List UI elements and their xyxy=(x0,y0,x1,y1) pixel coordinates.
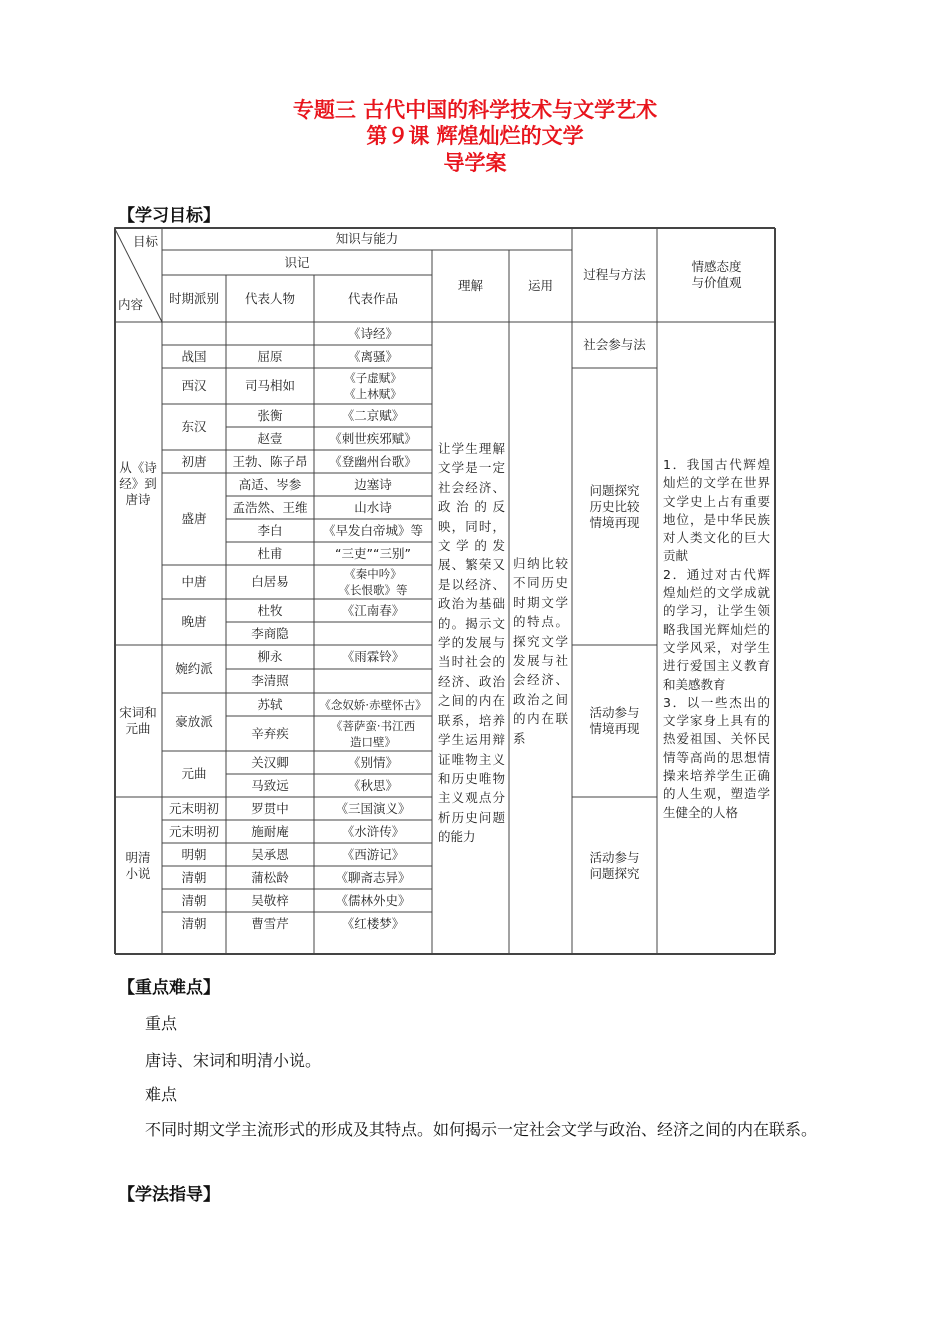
row-work: 《刺世疾邪赋》 xyxy=(329,430,417,446)
row-work: 《三国演义》 xyxy=(335,800,411,816)
corner-top-label: 目标 xyxy=(132,234,158,249)
row-person: 吴敬梓 xyxy=(251,892,289,908)
row-period: 清朝 xyxy=(181,915,207,931)
row-person: 孟浩然、王维 xyxy=(232,499,308,515)
row-person: 高适、岑参 xyxy=(238,476,302,492)
doc-title-line1: 专题三 古代中国的科学技术与文学艺术 xyxy=(292,98,658,122)
row-work: 《登幽州台歌》 xyxy=(329,453,417,469)
header-apply: 运用 xyxy=(527,278,553,293)
header-recall: 识记 xyxy=(284,254,310,270)
row-period: 元末明初 xyxy=(168,800,219,816)
row-period: 西汉 xyxy=(181,378,207,393)
key-difficult-heading: 【重点难点】 xyxy=(118,978,220,998)
row-work: 《二京赋》 xyxy=(341,407,405,423)
row-period: 晚唐 xyxy=(181,614,207,629)
row-period: 盛唐 xyxy=(181,511,207,526)
row-work: 《秦中吟》 《长恨歌》等 xyxy=(338,567,408,597)
row-person: 苏轼 xyxy=(257,696,283,712)
difficult-label: 难点 xyxy=(145,1085,178,1104)
key-label: 重点 xyxy=(145,1014,178,1033)
row-person: 马致远 xyxy=(251,777,289,793)
header-emotion: 情感态度 与价值观 xyxy=(691,258,742,290)
apply-text: 归纳比较不同历史时期文学的特点。探究文学发展与社会经济、政治之间的内在联系 xyxy=(513,556,568,746)
header-understand: 理解 xyxy=(457,278,483,293)
row-period: 东汉 xyxy=(181,419,207,434)
row-period: 豪放派 xyxy=(175,714,213,729)
row-work: 《秋思》 xyxy=(347,777,398,793)
row-person: 赵壹 xyxy=(257,430,283,446)
row-person: 曹雪芹 xyxy=(251,915,289,931)
row-person: 李清照 xyxy=(251,673,289,688)
row-person: 杜牧 xyxy=(257,602,283,618)
row-work: 《雨霖铃》 xyxy=(341,649,405,664)
process-social-participation: 社会参与法 xyxy=(583,337,646,352)
row-person: 柳永 xyxy=(257,649,283,664)
header-work: 代表作品 xyxy=(347,290,398,306)
process-inquiry-comparison: 问题探究 历史比较 情境再现 xyxy=(589,482,640,530)
group-poetry: 从《诗 经》到 唐诗 xyxy=(119,459,157,507)
row-work: “三吏”“三别” xyxy=(335,545,411,561)
row-work: 《菩萨蛮·书江西 造口壁》 xyxy=(330,718,416,749)
row-period: 元末明初 xyxy=(168,823,219,839)
row-person: 李商隐 xyxy=(251,625,289,641)
row-work: 《红楼梦》 xyxy=(341,915,405,931)
row-work: 《离骚》 xyxy=(347,348,398,364)
row-work: 《聊斋志异》 xyxy=(335,869,411,885)
process-activity-scene: 活动参与 情境再现 xyxy=(589,705,640,736)
header-period: 时期派别 xyxy=(168,290,219,306)
row-period: 清朝 xyxy=(181,892,207,908)
row-period: 初唐 xyxy=(181,453,207,469)
row-person: 张衡 xyxy=(257,407,283,423)
row-work: 《早发白帝城》等 xyxy=(322,522,423,538)
group-novel: 明清 小说 xyxy=(125,850,151,881)
row-person: 蒲松龄 xyxy=(251,869,289,885)
row-work: 《儒林外史》 xyxy=(335,892,411,908)
difficult-text: 不同时期文学主流形式的形成及其特点。如何揭示一定社会文学与政治、经济之间的内在联系。 xyxy=(145,1120,818,1139)
doc-title-line2: 第９课 辉煌灿烂的文学 xyxy=(366,124,584,148)
row-person: 王勃、陈子昂 xyxy=(232,453,308,469)
header-person: 代表人物 xyxy=(244,290,295,306)
row-person: 罗贯中 xyxy=(251,800,289,816)
row-work: 《诗经》 xyxy=(347,325,398,341)
row-work: 山水诗 xyxy=(354,499,392,515)
row-person: 吴承恩 xyxy=(251,846,289,862)
doc-title-line3: 导学案 xyxy=(443,151,507,175)
row-period: 元曲 xyxy=(181,766,207,781)
goals-heading: 【学习目标】 xyxy=(118,206,220,226)
row-person: 李白 xyxy=(257,522,283,538)
header-process: 过程与方法 xyxy=(583,266,646,282)
row-person: 白居易 xyxy=(251,574,289,589)
row-person: 屈原 xyxy=(257,348,283,364)
row-work: 《江南春》 xyxy=(341,602,405,618)
row-person: 杜甫 xyxy=(257,545,283,561)
row-period: 中唐 xyxy=(181,574,207,589)
method-heading: 【学法指导】 xyxy=(118,1185,220,1205)
row-period: 战国 xyxy=(181,348,207,364)
row-work: 边塞诗 xyxy=(354,476,392,492)
row-work: 《水浒传》 xyxy=(341,823,405,839)
header-knowledge-ability: 知识与能力 xyxy=(335,230,399,246)
row-work: 《别情》 xyxy=(347,754,398,770)
row-period: 明朝 xyxy=(181,846,207,862)
row-person: 司马相如 xyxy=(244,378,295,393)
key-text: 唐诗、宋词和明清小说。 xyxy=(145,1051,322,1070)
row-person: 关汉卿 xyxy=(251,754,289,770)
emotion-text: 1．我国古代辉煌灿烂的文学在世界文学史上占有重要地位，是中华民族对人类文化的巨大贡献 2．通过对古代辉煌灿烂的文学成就的学习，让学生领略我国光辉灿烂的文学风采，对学生进行爱国主义教育和美感教育 3．以一些杰出的文学家身上具有的热爱祖国、关怀民情等高尚的思想情操来培养学生正确的人生观，塑造学生健全的人格 xyxy=(663,457,770,820)
process-activity-inquiry: 活动参与 问题探究 xyxy=(589,850,640,881)
understand-text: 让学生理解文学是一定社会经济、政治的反映，同时，文学的发展、繁荣又是以经济、政治为基础的。揭示文学的发展与当时社会的经济、政治之间的内在联系，培养学生运用辩证唯物主义和历史唯物主义观点分析历史问题的能力 xyxy=(438,441,505,845)
corner-bottom-label: 内容 xyxy=(118,296,144,312)
objectives-table xyxy=(114,227,776,955)
row-work: 《念奴娇·赤壁怀古》 xyxy=(319,697,427,712)
group-songci: 宋词和 元曲 xyxy=(119,705,157,736)
row-period: 婉约派 xyxy=(175,661,213,676)
row-work: 《子虚赋》 《上林赋》 xyxy=(344,371,402,401)
row-person: 辛弃疾 xyxy=(251,725,289,741)
row-work: 《西游记》 xyxy=(341,846,405,862)
row-period: 清朝 xyxy=(181,869,207,885)
row-person: 施耐庵 xyxy=(251,823,289,839)
